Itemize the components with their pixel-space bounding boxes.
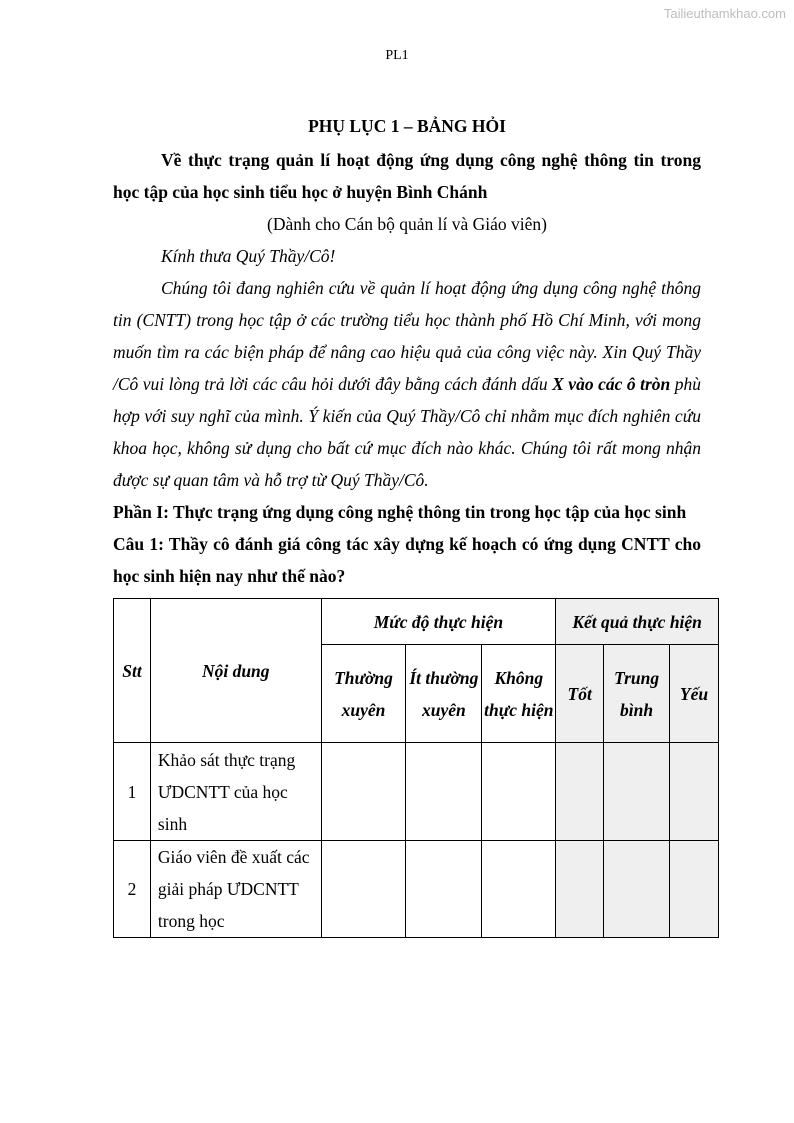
cell-frequent[interactable] xyxy=(321,841,406,938)
cell-weak[interactable] xyxy=(670,743,719,841)
row-content: Giáo viên đề xuất các giải pháp ƯDCNTT trong học xyxy=(150,841,321,938)
cell-not-done[interactable] xyxy=(482,743,556,841)
cell-frequent[interactable] xyxy=(321,743,406,841)
survey-table xyxy=(113,598,719,938)
row-stt: 1 xyxy=(114,743,151,841)
cell-infrequent[interactable] xyxy=(406,841,482,938)
cell-good[interactable] xyxy=(556,743,604,841)
header-level-group: Mức độ thực hiện xyxy=(321,599,556,645)
header-result-group: Kết quả thực hiện xyxy=(556,599,719,645)
table-row xyxy=(114,841,719,938)
header-stt: Stt xyxy=(114,599,151,743)
header-content: Nội dung xyxy=(150,599,321,743)
section-title: Phần I: Thực trạng ứng dụng công nghệ thông tin trong học tập của học sinh xyxy=(113,502,687,522)
table-row xyxy=(114,743,719,841)
intro-text-part1: Chúng tôi đang nghiên cứu về quản lí hoạt động ứng dụng công nghệ thông tin (CNTT) trong học tập ở các trường tiểu học thành phố Hồ Chí Minh, với mong muốn tìm ra các biện pháp để nâng cao hiệu quả của công việc này. Xin Quý Thầy /Cô vui lòng trả lời các câu hỏi dưới đây bằng cách đánh dấu xyxy=(113,278,701,394)
intro-paragraph xyxy=(113,272,701,496)
header-not-done: Không thực hiện xyxy=(482,645,556,743)
header-good: Tốt xyxy=(556,645,604,743)
cell-weak[interactable] xyxy=(670,841,719,938)
header-weak: Yếu xyxy=(670,645,719,743)
intro-text-part2: phù hợp với suy nghĩ của mình. Ý kiến của Quý Thầy/Cô chỉ nhằm mục đích nghiên cứu khoa học, không sử dụng cho bất cứ mục đích nào khác. Chúng tôi rất mong nhận được sự quan tâm và hỗ trợ từ Quý Thầy/Cô. xyxy=(113,374,701,490)
header-average: Trung bình xyxy=(604,645,670,743)
header-frequent: Thường xuyên xyxy=(321,645,406,743)
header-infrequent: Ít thường xuyên xyxy=(406,645,482,743)
intro-emphasis: X vào các ô tròn xyxy=(552,374,671,394)
document-body xyxy=(113,108,709,938)
page-number: PL1 xyxy=(385,48,409,63)
cell-infrequent[interactable] xyxy=(406,743,482,841)
watermark: Tailieuthamkhao.com xyxy=(663,6,786,21)
row-stt: 2 xyxy=(114,841,151,938)
cell-not-done[interactable] xyxy=(482,841,556,938)
cell-average[interactable] xyxy=(604,743,670,841)
appendix-title: PHỤ LỤC 1 – BẢNG HỎI xyxy=(308,116,506,136)
greeting: Kính thưa Quý Thầy/Cô! xyxy=(161,246,336,266)
cell-good[interactable] xyxy=(556,841,604,938)
cell-average[interactable] xyxy=(604,841,670,938)
survey-audience: (Dành cho Cán bộ quản lí và Giáo viên) xyxy=(267,214,547,234)
survey-subject: Về thực trạng quản lí hoạt động ứng dụng công nghệ thông tin trong học tập của học sinh tiểu học ở huyện Bình Chánh xyxy=(113,150,701,202)
question-title: Câu 1: Thầy cô đánh giá công tác xây dựng kế hoạch có ứng dụng CNTT cho học sinh hiện nay như thế nào? xyxy=(113,534,701,586)
row-content: Khảo sát thực trạng ƯDCNTT của học sinh xyxy=(150,743,321,841)
